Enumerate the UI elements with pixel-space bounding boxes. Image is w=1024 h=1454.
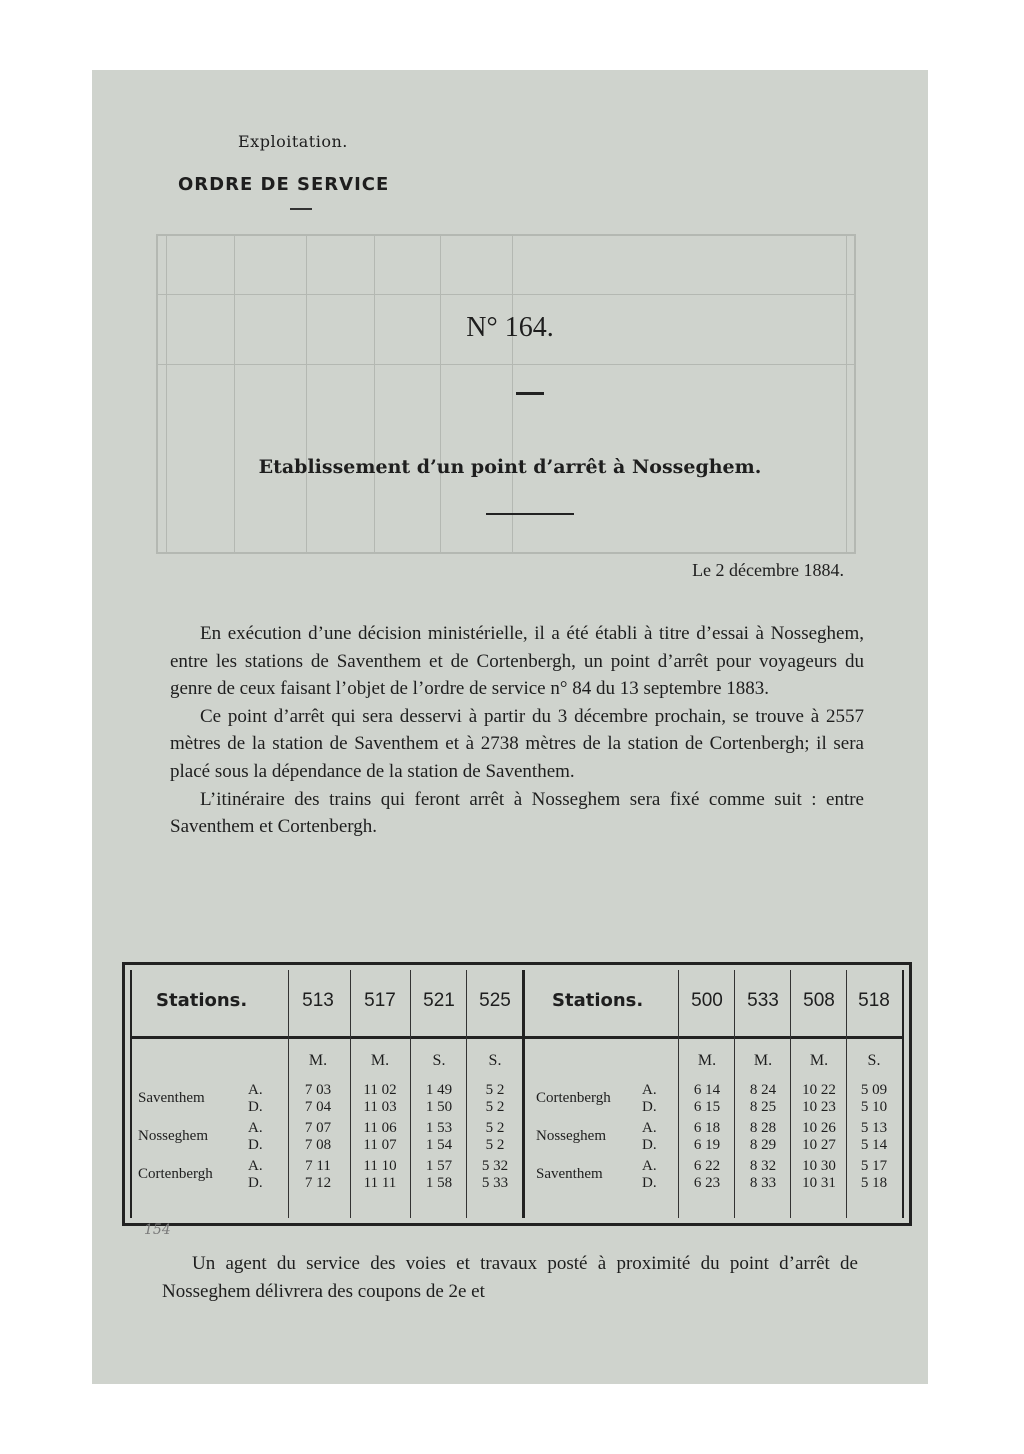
time-cell: 1 50: [425, 1099, 453, 1115]
period-label: M.: [308, 1052, 328, 1069]
period-label: M.: [370, 1052, 390, 1069]
departure-label: D.: [642, 1099, 657, 1115]
time-cell: 5 33: [481, 1175, 509, 1191]
number-rule: [516, 392, 544, 395]
time-cell: 5 2: [485, 1099, 505, 1115]
time-cell: 10 23: [802, 1099, 836, 1115]
station-name: Saventhem: [536, 1166, 603, 1182]
paragraph-decision: En exécution d’une décision ministérielle, il a été établi à titre d’essai à Nosseghem, entre les stations de Saventhem et de Cortenbergh, un point d’arrêt pour voyageurs du genre de ceux faisant l’objet de l’ordre de service n° 84 du 13 septembre 1883.: [170, 623, 864, 700]
title-rule: [290, 208, 312, 210]
time-cell: 5 2: [485, 1082, 505, 1098]
time-cell: 10 27: [802, 1137, 836, 1153]
time-cell: 6 22: [693, 1158, 721, 1174]
time-cell: 8 33: [749, 1175, 777, 1191]
time-cell: 6 19: [693, 1137, 721, 1153]
arrival-label: A.: [248, 1120, 263, 1136]
bleed-through-grid: [156, 234, 856, 554]
time-cell: 8 25: [749, 1099, 777, 1115]
time-cell: 7 11: [305, 1158, 331, 1174]
right-stations-header: Stations.: [552, 990, 644, 1011]
time-cell: 1 58: [425, 1175, 453, 1191]
body-text: [170, 620, 864, 841]
time-cell: 5 14: [860, 1137, 888, 1153]
time-cell: 10 31: [802, 1175, 836, 1191]
departure-label: D.: [248, 1099, 263, 1115]
time-cell: 8 24: [749, 1082, 777, 1098]
time-cell: 11 10: [363, 1158, 397, 1174]
time-cell: 11 06: [363, 1120, 397, 1136]
time-cell: 11 07: [363, 1137, 397, 1153]
time-cell: 8 29: [749, 1137, 777, 1153]
time-cell: 7 12: [304, 1175, 332, 1191]
train-number: 525: [479, 990, 511, 1011]
time-cell: 11 02: [363, 1082, 397, 1098]
time-cell: 5 32: [481, 1158, 509, 1174]
period-label: S.: [488, 1052, 502, 1069]
time-cell: 6 18: [693, 1120, 721, 1136]
station-name: Cortenbergh: [138, 1166, 213, 1182]
time-cell: 1 53: [425, 1120, 453, 1136]
train-number: 500: [691, 990, 723, 1011]
document-page: [92, 70, 928, 1384]
period-label: S.: [867, 1052, 881, 1069]
period-label: M.: [697, 1052, 717, 1069]
closing-text: [162, 1250, 858, 1306]
time-cell: 10 26: [802, 1120, 836, 1136]
time-cell: 7 03: [304, 1082, 332, 1098]
time-cell: 5 17: [860, 1158, 888, 1174]
time-cell: 5 2: [485, 1137, 505, 1153]
time-cell: 6 23: [693, 1175, 721, 1191]
time-cell: 11 11: [363, 1175, 397, 1191]
station-name: Saventhem: [138, 1090, 205, 1106]
time-cell: 7 08: [304, 1137, 332, 1153]
heading-rule: [486, 513, 574, 515]
departure-label: D.: [248, 1175, 263, 1191]
page-mark: 154: [144, 1222, 171, 1238]
time-cell: 5 2: [485, 1120, 505, 1136]
train-number: 513: [302, 990, 334, 1011]
left-stations-header: Stations.: [156, 990, 248, 1011]
departure-label: D.: [642, 1137, 657, 1153]
time-cell: 1 54: [425, 1137, 453, 1153]
order-title: ORDRE DE SERVICE: [178, 174, 390, 195]
time-cell: 8 28: [749, 1120, 777, 1136]
section-label: Exploitation.: [238, 132, 348, 151]
time-cell: 6 15: [693, 1099, 721, 1115]
period-label: S.: [432, 1052, 446, 1069]
time-cell: 6 14: [693, 1082, 721, 1098]
order-number: N° 164.: [466, 312, 554, 343]
time-cell: 11 03: [363, 1099, 397, 1115]
train-number: 508: [803, 990, 835, 1011]
departure-label: D.: [248, 1137, 263, 1153]
period-label: M.: [809, 1052, 829, 1069]
paragraph-itinerary: L’itinéraire des trains qui feront arrêt à Nosseghem sera fixé comme suit : entre Saventhem et Cortenbergh.: [170, 788, 864, 838]
station-name: Nosseghem: [138, 1128, 208, 1144]
time-cell: 10 30: [802, 1158, 836, 1174]
time-cell: 8 32: [749, 1158, 777, 1174]
arrival-label: A.: [248, 1158, 263, 1174]
time-cell: 7 04: [304, 1099, 332, 1115]
train-number: 533: [747, 990, 779, 1011]
time-cell: 1 57: [425, 1158, 453, 1174]
arrival-label: A.: [642, 1158, 657, 1174]
departure-label: D.: [642, 1175, 657, 1191]
train-number: 517: [364, 990, 396, 1011]
order-heading: Etablissement d’un point d’arrêt à Nosseghem.: [258, 456, 762, 478]
train-number: 518: [858, 990, 890, 1011]
arrival-label: A.: [642, 1082, 657, 1098]
time-cell: 7 07: [304, 1120, 332, 1136]
time-cell: 5 09: [860, 1082, 888, 1098]
period-label: M.: [753, 1052, 773, 1069]
time-cell: 1 49: [425, 1082, 453, 1098]
station-name: Cortenbergh: [536, 1090, 611, 1106]
order-date: Le 2 décembre 1884.: [692, 560, 844, 580]
time-cell: 10 22: [802, 1082, 836, 1098]
closing-paragraph: Un agent du service des voies et travaux posté à proximité du point d’arrêt de Nosseghem délivrera des coupons de 2e et: [162, 1253, 858, 1302]
arrival-label: A.: [248, 1082, 263, 1098]
time-cell: 5 13: [860, 1120, 888, 1136]
timetable: [122, 962, 912, 1226]
train-number: 521: [423, 990, 455, 1011]
paragraph-location: Ce point d’arrêt qui sera desservi à partir du 3 décembre prochain, se trouve à 2557 mètres de la station de Saventhem et à 2738 mètres de la station de Cortenbergh; il sera placé sous la dépendance de la station de Saventhem.: [170, 705, 864, 782]
time-cell: 5 18: [860, 1175, 888, 1191]
arrival-label: A.: [642, 1120, 657, 1136]
station-name: Nosseghem: [536, 1128, 606, 1144]
time-cell: 5 10: [860, 1099, 888, 1115]
